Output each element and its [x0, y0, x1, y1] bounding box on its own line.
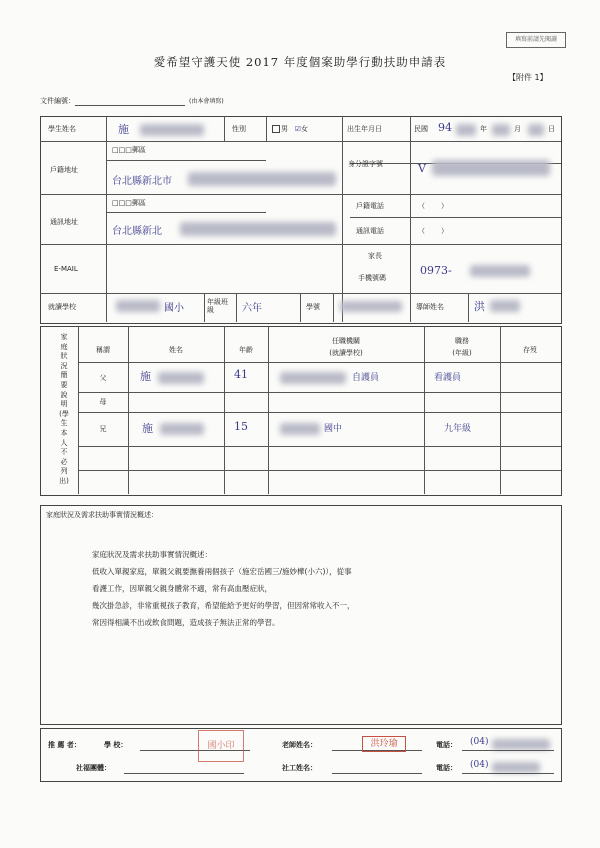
residence-value: 台北縣新北市	[112, 176, 172, 187]
family-row-relation: 兄	[99, 425, 107, 433]
family-header-status: 存歿	[523, 346, 537, 354]
student-name-value: 施	[118, 123, 129, 136]
female-checkbox[interactable]: ☑	[294, 125, 301, 133]
phone-label: 電話：	[436, 741, 457, 749]
family-header-org: 任職機關 (就讀學校)	[329, 337, 363, 357]
dob-label: 出生年月日	[347, 125, 382, 133]
id-value: V	[418, 162, 426, 175]
family-header-name: 姓名	[169, 346, 183, 354]
teacher-name-label: 老師姓名：	[282, 741, 317, 749]
narrative-heading: 家庭狀況及需求扶助事實情況概述：	[46, 511, 158, 519]
form-title: 愛希望守護天使 2017 年度個案助學行動扶助申請表	[153, 55, 447, 69]
family-row-age: 15	[234, 420, 248, 433]
family-row-org: 自護員	[352, 373, 380, 383]
family-row-name: 施	[142, 422, 153, 435]
dob-year: 94	[438, 121, 452, 134]
signoff-school-label: 學 校：	[104, 741, 128, 749]
recommender-label: 推 薦 者：	[48, 741, 81, 749]
grade-value: 六年	[242, 303, 262, 314]
phone-value: (04)	[470, 737, 489, 747]
grade-label: 年級班級	[207, 298, 228, 314]
residence-label: 戶籍地址	[50, 166, 78, 174]
school-label: 就讀學校	[48, 303, 76, 311]
male-checkbox[interactable]	[272, 125, 280, 133]
teacher-seal: 洪玲瑜	[362, 736, 406, 752]
school-value: 國小	[164, 303, 184, 314]
phone2-label: 電話：	[436, 764, 457, 772]
phone2-value: (04)	[470, 760, 489, 770]
family-row-relation: 母	[99, 398, 107, 406]
mentor-value: 洪	[474, 300, 485, 313]
family-row-title: 九年級	[444, 424, 472, 434]
school-seal: 國小印	[198, 730, 244, 762]
social-worker-label: 社工姓名：	[282, 764, 317, 772]
parent-label: 家長	[368, 252, 382, 260]
family-row-relation: 父	[99, 374, 107, 382]
mailing-value: 台北縣新北	[112, 226, 162, 237]
dob-era: 民國	[414, 125, 428, 133]
corner-tag: 填寫前請先閱讀	[506, 32, 566, 48]
family-row-org: 國中	[324, 424, 343, 434]
id-label: 身分證字號	[348, 160, 383, 168]
mailing-postal: □□□郵區	[112, 199, 146, 207]
application-form-page: 填寫前請先閱讀 愛希望守護天使 2017 年度個案助學行動扶助申請表 【附件 1】 文件編號： (由本會填寫) 學生姓名 施 性別 男 ☑女 出生年月日 民國 94 年 月 日 戶籍地址 □□□郵區 台北縣新北市 身分證字號 V 通訊地址 □□□郵區 台北縣新北 戶籍電話 （ ） 通訊電話 （ ） E-MAIL 家長 手機號碼 0973- 就讀學校 國小 年級班級 六年 學號 導師姓名 洪 家庭狀況簡要說明(學生本人不必列出) 稱謂 姓名 年齡 任職機關 (就讀學校) 職務 (年級) 存歿 父 施 41 自護員 看護員 母 兄 施 15 國中 九年級 家庭狀況及需求扶助事實情況概述： 家庭狀況及需求扶助事實情況概述： 低收入單親家庭，單親父親要撫養兩個孩子（施宏岳國三/施妙樺(小六)），從事 看護工作，因單親父親身體常不適，常有高血壓症狀， 幾次掛急診，非常重視孩子教育，希望能給予更好的學習，但因常常收入不一， 常因得相識不出或飲食問題，造成孩子無法正常的學習。 推 薦 者： 學 校： 國小印 老師姓名： 洪玲瑜 電話： (04) 社福團體： 社工姓名： 電話： (04)	[0, 0, 600, 848]
welfare-label: 社福團體：	[76, 764, 111, 772]
family-header-title: 職務 (年級)	[452, 337, 472, 357]
file-number: 文件編號： (由本會填寫)	[40, 97, 224, 105]
annex-label: 【附件 1】	[508, 73, 548, 82]
gender-options: 男 ☑女	[272, 125, 308, 134]
student-name-label: 學生姓名	[48, 125, 76, 133]
mobile-value: 0973-	[420, 264, 452, 277]
mailing-label: 通訊地址	[50, 218, 78, 226]
mobile-label: 手機號碼	[358, 274, 386, 282]
family-header-age: 年齡	[239, 346, 253, 354]
phone-home-label: 戶籍電話	[356, 202, 384, 210]
family-row-name: 施	[140, 370, 151, 383]
family-row-title: 看護員	[434, 373, 462, 383]
narrative-text: 家庭狀況及需求扶助事實情況概述： 低收入單親家庭，單親父親要撫養兩個孩子（施宏岳國三/施妙樺(小六)），從事 看護工作，因單親父親身體常不適，常有高血壓症狀， 幾次掛急診，非常重視孩子教育，希望能給予更好的學習，但因常常收入不一， 常因得相識不出或飲食問題，造成孩子無法正常的學習。	[92, 550, 355, 627]
family-row-age: 41	[234, 368, 248, 381]
gender-label: 性別	[232, 125, 246, 133]
phone-mail-label: 通訊電話	[356, 227, 384, 235]
family-header-relation: 稱謂	[96, 346, 110, 354]
mentor-label: 導師姓名	[416, 303, 444, 311]
family-side-label: 家庭狀況簡要說明(學生本人不必列出)	[59, 333, 69, 485]
email-label: E-MAIL	[54, 265, 78, 273]
residence-postal: □□□郵區	[112, 146, 146, 154]
student-id-label: 學號	[306, 303, 320, 311]
